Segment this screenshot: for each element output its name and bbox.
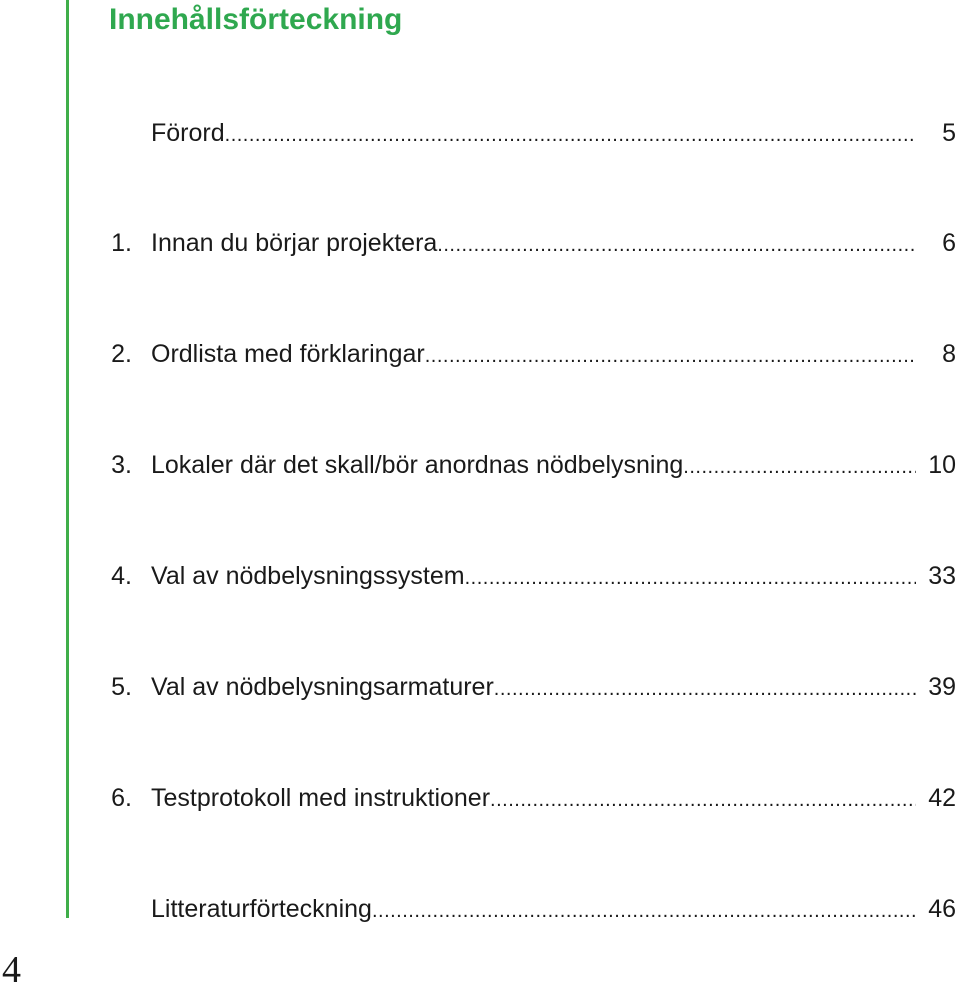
dot-leader (425, 336, 916, 376)
toc-entry-number: 1. (111, 229, 132, 257)
toc-entry-title: Innan du börjar projektera (151, 229, 438, 257)
toc-entry-page: 5 (942, 119, 956, 147)
dot-leader (437, 225, 916, 265)
toc-entry-page: 6 (942, 229, 956, 257)
toc-entry[interactable] (0, 445, 960, 485)
toc-entry-page: 8 (942, 340, 956, 368)
toc-entry-title: Testprotokoll med instruktioner (151, 784, 491, 812)
toc-entry[interactable] (0, 556, 960, 596)
toc-entry-number: 4. (111, 562, 132, 590)
dot-leader (372, 891, 916, 931)
toc-heading: Innehållsförteckning (109, 3, 403, 36)
toc-entry[interactable] (0, 223, 960, 263)
toc-entry-title: Val av nödbelysningssystem (151, 562, 465, 590)
toc-entry-number: 5. (111, 673, 132, 701)
toc-entry[interactable] (0, 667, 960, 707)
toc-entry[interactable] (0, 334, 960, 374)
toc-entry-page: 33 (928, 562, 956, 590)
toc-entry-number: 6. (111, 784, 132, 812)
dot-leader (494, 669, 916, 709)
page-number: 4 (2, 949, 21, 991)
toc-entry-title: Lokaler där det skall/bör anordnas nödbelysning (151, 451, 684, 479)
dot-leader (225, 115, 916, 155)
toc-entry[interactable] (0, 113, 960, 153)
toc-entry-title: Val av nödbelysningsarmaturer (151, 673, 494, 701)
toc-entry-page: 10 (928, 451, 956, 479)
dot-leader (490, 780, 916, 820)
toc-entry[interactable] (0, 889, 960, 929)
toc-entry-page: 39 (928, 673, 956, 701)
toc-entry-title: Förord (151, 119, 225, 147)
toc-entry-title: Litteraturförteckning (151, 895, 372, 923)
toc-entry-page: 46 (928, 895, 956, 923)
toc-entry-page: 42 (928, 784, 956, 812)
dot-leader (683, 447, 916, 487)
toc-entry-number: 2. (111, 340, 132, 368)
dot-leader (465, 558, 916, 598)
toc-entry-title: Ordlista med förklaringar (151, 340, 425, 368)
toc-entry[interactable] (0, 778, 960, 818)
toc-entry-number: 3. (111, 451, 132, 479)
